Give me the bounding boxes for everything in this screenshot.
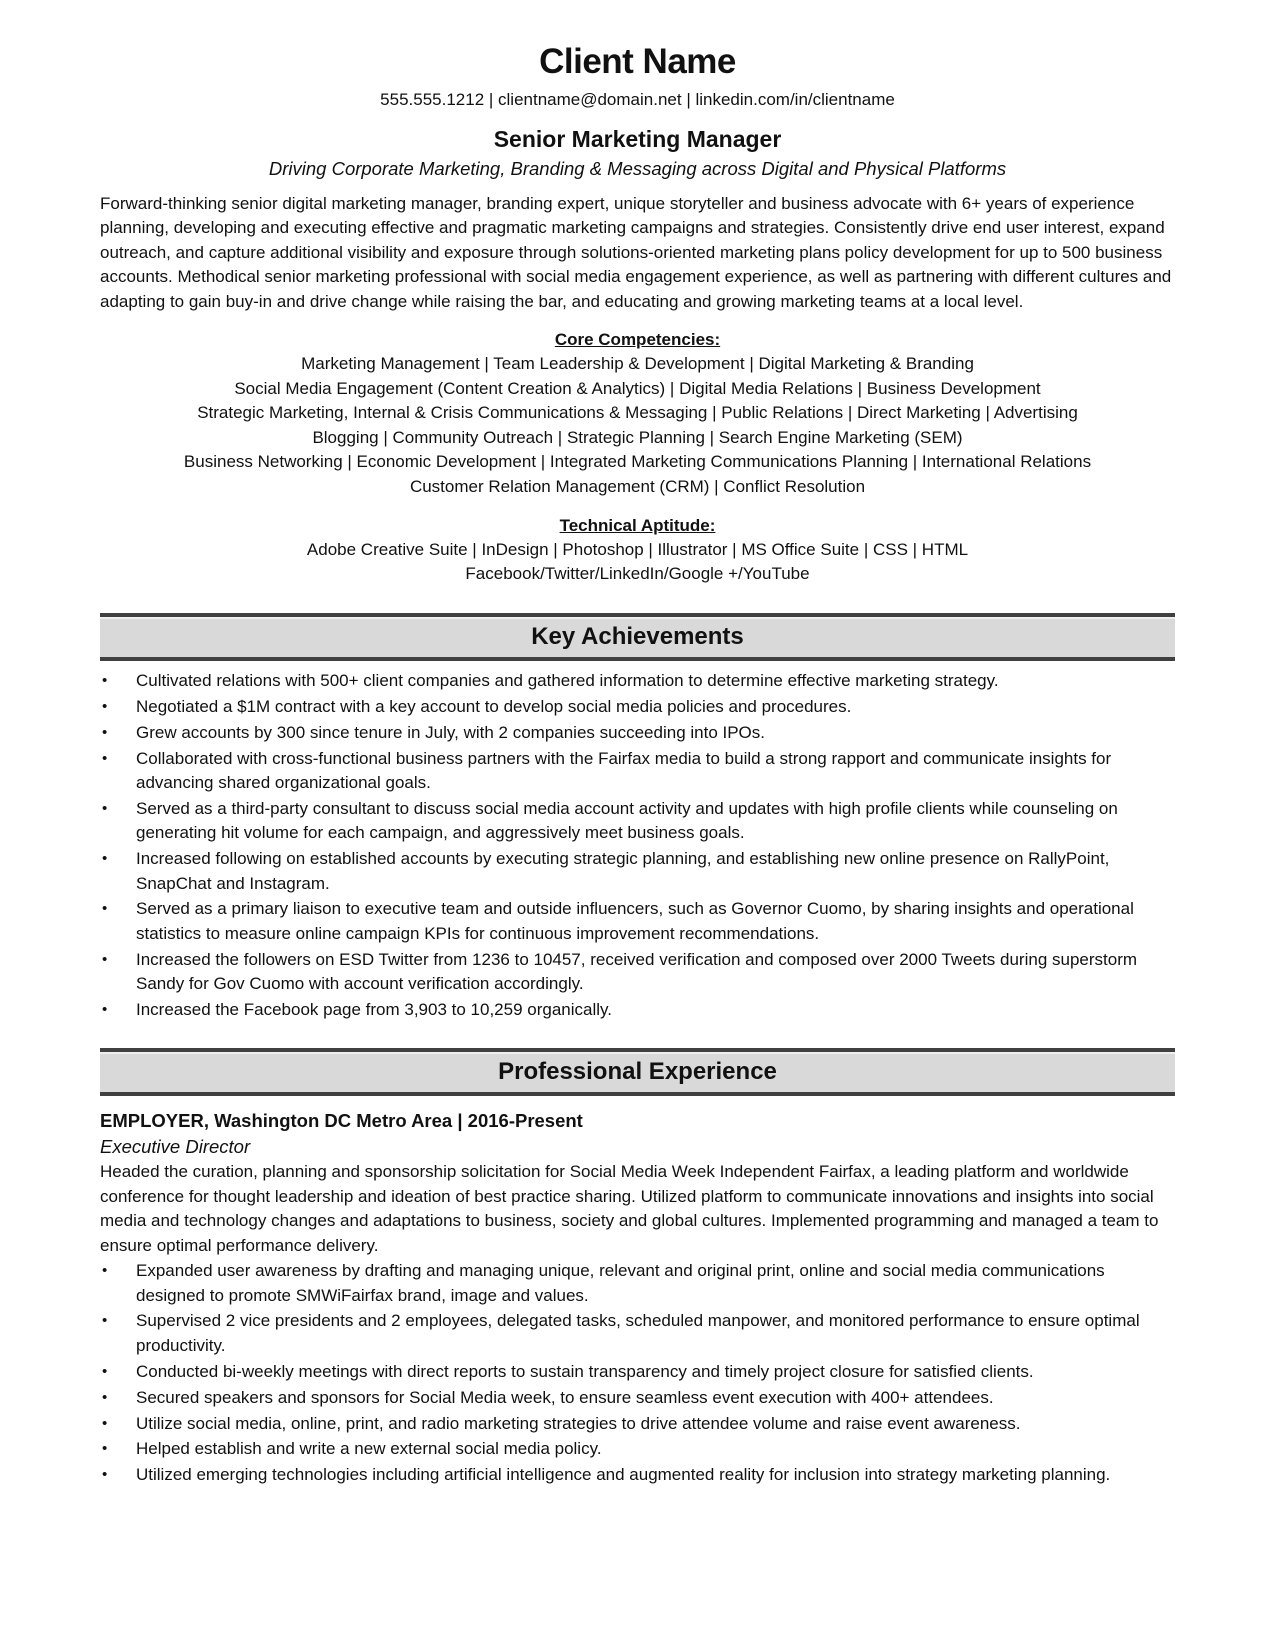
contact-line: 555.555.1212 | clientname@domain.net | linkedin.com/in/clientname (380, 90, 895, 109)
resume-page (100, 40, 1175, 1489)
competency-line: Blogging | Community Outreach | Strategic Planning | Search Engine Marketing (SEM) (312, 427, 963, 447)
job-bullet-text: Expanded user awareness by drafting and managing unique, relevant and original print, online and social media communications designed to promote SMWiFairfax brand, image and values. (136, 1261, 1105, 1305)
job-bullet-item (100, 1259, 1175, 1308)
job-bullets (100, 1259, 1175, 1488)
achievement-text: Served as a primary liaison to executive team and outside influencers, such as Governor Cuomo, by sharing insights and operational statistics to measure online campaign KPIs for continuous improvement recommendations. (136, 899, 1134, 943)
bullet-icon: • (102, 723, 108, 741)
bullet-icon: • (102, 1262, 108, 1280)
bullet-icon: • (102, 1414, 108, 1432)
bullet-icon: • (102, 799, 108, 817)
job-bullet-text: Supervised 2 vice presidents and 2 employees, delegated tasks, scheduled manpower, and monitored performance to ensure optimal productivity. (136, 1311, 1140, 1355)
bullet-icon: • (102, 900, 108, 918)
achievement-text: Cultivated relations with 500+ client companies and gathered information to determine effective marketing strategy. (136, 670, 999, 690)
job-bullet-item (100, 1463, 1175, 1487)
achievement-text: Increased the Facebook page from 3,903 to 10,259 organically. (136, 1000, 612, 1020)
achievement-item (100, 847, 1175, 896)
technical-line: Adobe Creative Suite | InDesign | Photoshop | Illustrator | MS Office Suite | CSS | HTML (306, 539, 969, 559)
bullet-icon: • (102, 671, 108, 689)
key-achievements-list (100, 669, 1175, 1023)
achievement-item (100, 998, 1175, 1022)
professional-summary: Forward-thinking senior digital marketing manager, branding expert, unique storyteller and business advocate with 6+ years of experience planning, developing and executing effective and pragmatic marketing campaigns and strategies. Consistently drive end user interest, expand outreach, and capture additional visibility and exposure through solutions-oriented marketing plans policy development for up to 500 business accounts. Methodical senior marketing professional with social media engagement experience, as well as partnering with different cultures and adapting to gain buy-in and drive change while raising the bar, and educating and growing marketing teams at a local level. (100, 194, 1172, 311)
competency-line: Business Networking | Economic Development | Integrated Marketing Communications Planning | International Relations (183, 452, 1092, 472)
bullet-icon: • (102, 1388, 108, 1406)
technical-aptitude-heading: Technical Aptitude: (559, 515, 716, 535)
job-bullet-text: Secured speakers and sponsors for Social Media week, to ensure seamless event execution with 400+ attendees. (136, 1387, 994, 1407)
core-competencies-section (100, 328, 1175, 500)
job-description: Headed the curation, planning and sponsorship solicitation for Social Media Week Independent Fairfax, a leading platform and worldwide conference for thought leadership and ideation of best practice sharing. Utilized platform to communicate innovations and insights into social media and technology changes and adaptations to business, society and global cultures. Implemented programming and managed a team to ensure optimal performance delivery. (100, 1162, 1159, 1255)
client-name: Client Name (539, 42, 736, 81)
achievement-item (100, 669, 1175, 693)
bullet-icon: • (102, 697, 108, 715)
resume-header (100, 40, 1175, 182)
professional-experience-heading: Professional Experience (100, 1048, 1175, 1096)
job-bullet-text: Conducted bi-weekly meetings with direct reports to sustain transparency and timely project closure for satisfied clients. (136, 1361, 1034, 1381)
bullet-icon: • (102, 850, 108, 868)
job-bullet-item (100, 1309, 1175, 1358)
job-bullet-item (100, 1437, 1175, 1461)
job-bullet-item (100, 1360, 1175, 1384)
job-bullet-text: Helped establish and write a new external social media policy. (136, 1439, 602, 1459)
job-role: Executive Director (100, 1136, 251, 1158)
bullet-icon: • (102, 950, 108, 968)
job-bullet-text: Utilize social media, online, print, and radio marketing strategies to drive attendee volume and raise event awareness. (136, 1413, 1021, 1433)
achievement-text: Served as a third-party consultant to discuss social media account activity and updates with high profile clients while counseling on generating hit volume for each campaign, and aggressively meet business goals. (136, 798, 1118, 843)
bullet-icon: • (102, 1001, 108, 1019)
competency-line: Marketing Management | Team Leadership & Development | Digital Marketing & Branding (301, 354, 974, 374)
technical-line: Facebook/Twitter/LinkedIn/Google +/YouTube (465, 564, 810, 584)
bullet-icon: • (102, 749, 108, 767)
job-entry (100, 1108, 1175, 1487)
achievement-text: Negotiated a $1M contract with a key account to develop social media policies and procedures. (136, 696, 852, 716)
achievement-text: Grew accounts by 300 since tenure in July, with 2 companies succeeding into IPOs. (136, 722, 766, 742)
job-bullet-item (100, 1412, 1175, 1436)
achievement-item (100, 897, 1175, 946)
achievement-text: Collaborated with cross-functional business partners with the Fairfax media to build a strong rapport and communicate insights for advancing shared organizational goals. (136, 748, 1112, 792)
core-competencies-heading: Core Competencies: (554, 330, 721, 350)
competency-line: Social Media Engagement (Content Creation & Analytics) | Digital Media Relations | Business Development (234, 378, 1041, 398)
achievement-item (100, 948, 1175, 997)
technical-aptitude-section (100, 514, 1175, 587)
achievement-text: Increased following on established accounts by executing strategic planning, and establishing new online presence on RallyPoint, SnapChat and Instagram. (136, 849, 1110, 893)
achievement-item (100, 797, 1175, 846)
bullet-icon: • (102, 1362, 108, 1380)
job-bullet-text: Utilized emerging technologies including artificial intelligence and augmented reality for inclusion into strategy marketing planning. (136, 1465, 1111, 1485)
key-achievements-heading: Key Achievements (100, 613, 1175, 661)
competency-line: Strategic Marketing, Internal & Crisis Communications & Messaging | Public Relations | Direct Marketing | Advertising (197, 403, 1078, 423)
job-bullet-item (100, 1386, 1175, 1410)
competency-line: Customer Relation Management (CRM) | Conflict Resolution (409, 477, 866, 496)
achievement-item (100, 721, 1175, 745)
bullet-icon: • (102, 1440, 108, 1458)
achievement-item (100, 695, 1175, 719)
job-title: Senior Marketing Manager (493, 126, 782, 152)
achievement-item (100, 747, 1175, 796)
bullet-icon: • (102, 1466, 108, 1484)
tagline: Driving Corporate Marketing, Branding & Messaging across Digital and Physical Platforms (268, 158, 1007, 179)
achievement-text: Increased the followers on ESD Twitter from 1236 to 10457, received verification and composed over 2000 Tweets during superstorm Sandy for Gov Cuomo with account verification accordingly. (136, 949, 1138, 994)
employer-line: EMPLOYER, Washington DC Metro Area | 2016-Present (100, 1110, 583, 1132)
bullet-icon: • (102, 1312, 108, 1330)
